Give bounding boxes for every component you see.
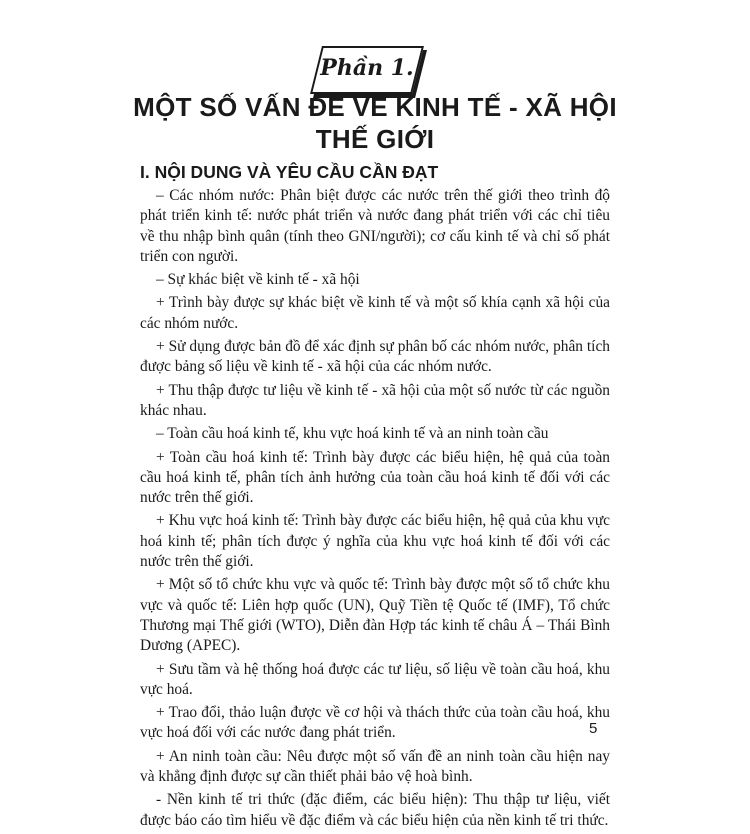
paragraph: – Sự khác biệt về kinh tế - xã hội xyxy=(156,271,360,289)
paragraph: + Một số tổ chức khu vực và quốc tế: Trình bày được một số tổ chức khu vực và quốc tế: Liên hợp quốc (UN), Quỹ Tiền tệ Quốc tế (IMF), Tổ chức Thương mại Thế giới (WTO), Diễn đàn Hợp tác kinh tế châu Á – Thái Bình Dương (APEC). xyxy=(140,576,610,655)
paragraph: + Toàn cầu hoá kinh tế: Trình bày được các biểu hiện, hệ quả của toàn cầu hoá kinh tế, phân tích ảnh hưởng của toàn cầu hoá kinh tế đối với các nước trên thế giới. xyxy=(140,448,610,507)
paragraph: + An ninh toàn cầu: Nêu được một số vấn đề an ninh toàn cầu hiện nay và khẳng định được sự cần thiết phải bảo vệ hoà bình. xyxy=(140,747,610,786)
page-number: 5 xyxy=(589,720,598,737)
paragraph: + Trình bày được sự khác biệt về kinh tế và một số khía cạnh xã hội của các nhóm nước. xyxy=(140,294,610,332)
paragraph: – Toàn cầu hoá kinh tế, khu vực hoá kinh tế và an ninh toàn cầu xyxy=(156,425,549,443)
chapter-title-line-2: THẾ GIỚI xyxy=(315,124,435,154)
paragraph: + Khu vực hoá kinh tế: Trình bày được các biểu hiện, hệ quả của khu vực hoá kinh tế; phân tích được ý nghĩa của khu vực hoá kinh tế đối với các nước trên thế giới. xyxy=(140,512,610,571)
paragraph: – Các nhóm nước: Phân biệt được các nước trên thế giới theo trình độ phát triển kinh tế: nước phát triển và nước đang phát triển với các chỉ tiêu về thu nhập bình quân (tính theo GNI/người); cơ cấu kinh tế và chỉ số phát triển con người. xyxy=(140,187,610,265)
body-text xyxy=(140,186,610,834)
section-heading: I. NỘI DUNG VÀ YÊU CẦU CẦN ĐẠT xyxy=(140,162,439,182)
chapter-title-line-1: MỘT SỐ VẤN ĐỀ VỀ KINH TẾ - XÃ HỘI xyxy=(133,92,617,122)
paragraph: - Nền kinh tế tri thức (đặc điểm, các biểu hiện): Thu thập tư liệu, viết được báo cáo tìm hiểu về đặc điểm và các biểu hiện của nền kinh tế tri thức. xyxy=(140,791,610,829)
paragraph: + Thu thập được tư liệu về kinh tế - xã hội của một số nước từ các nguồn khác nhau. xyxy=(140,381,610,419)
part-label: Phần 1. xyxy=(320,55,414,81)
paragraph: + Sưu tầm và hệ thống hoá được các tư liệu, số liệu về toàn cầu hoá, khu vực hoá. xyxy=(140,660,610,698)
paragraph: + Trao đổi, thảo luận được về cơ hội và thách thức của toàn cầu hoá, khu vực hoá đối với các nước đang phát triển. xyxy=(140,704,610,742)
paragraph: + Sử dụng được bản đồ để xác định sự phân bố các nhóm nước, phân tích được bảng số liệu về kinh tế - xã hội của các nhóm nước. xyxy=(140,338,610,376)
